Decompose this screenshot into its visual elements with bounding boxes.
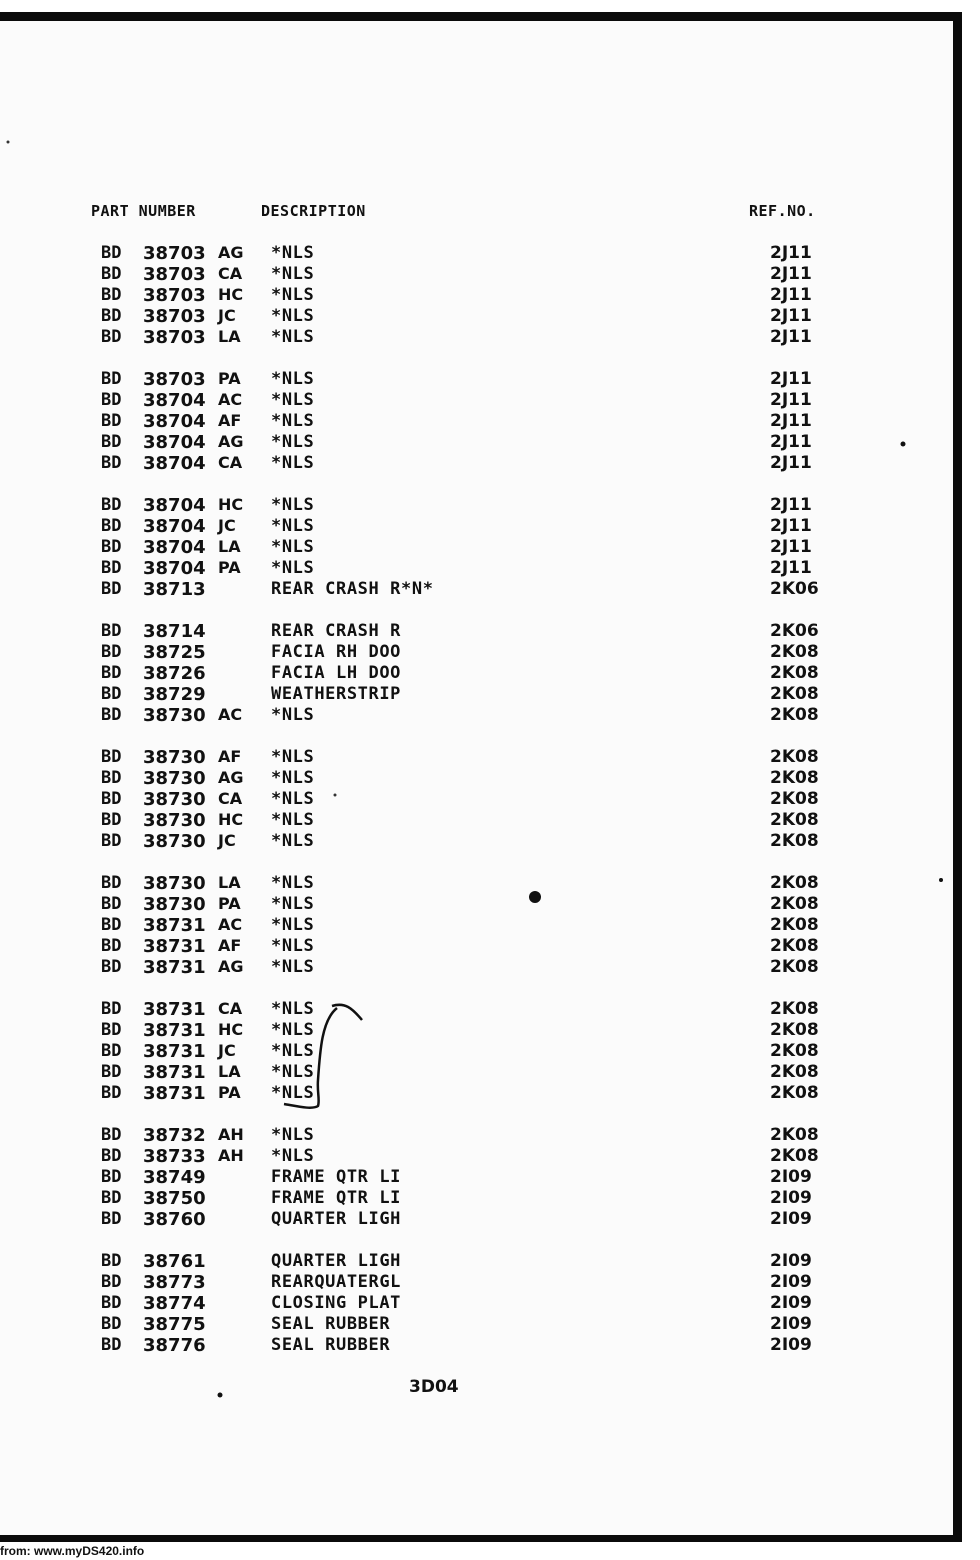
part-suffix: HC: [218, 810, 244, 829]
part-number: 38704: [143, 453, 206, 474]
part-number: 38703: [143, 243, 206, 264]
part-description: FACIA RH DOO: [271, 642, 402, 662]
part-number: 38730: [143, 747, 206, 768]
part-suffix: AF: [218, 747, 242, 766]
part-number: 38731: [143, 999, 206, 1020]
part-prefix: BD: [101, 1041, 122, 1061]
ref-number: 2K08: [770, 936, 819, 956]
part-number: 38732: [143, 1125, 206, 1146]
part-number: 38703: [143, 327, 206, 348]
part-description: *NLS: [271, 369, 315, 389]
ref-number: 2J11: [770, 285, 812, 305]
ref-number: 2K08: [770, 873, 819, 893]
part-suffix: CA: [218, 453, 243, 472]
part-number: 38730: [143, 789, 206, 810]
part-description: *NLS: [271, 453, 315, 473]
part-description: *NLS: [271, 306, 315, 326]
ref-number: 2K08: [770, 1146, 819, 1166]
handwritten-bracket: [284, 1005, 362, 1108]
part-description: *NLS: [271, 537, 315, 557]
part-description: REARQUATERGL: [271, 1272, 402, 1292]
part-prefix: BD: [101, 936, 122, 956]
part-prefix: BD: [101, 1020, 122, 1040]
ref-number: 2J11: [770, 558, 812, 578]
part-suffix: JC: [218, 831, 236, 850]
part-number: 38704: [143, 411, 206, 432]
ref-number: 2J11: [770, 537, 812, 557]
part-prefix: BD: [101, 516, 122, 536]
part-number: 38714: [143, 621, 206, 642]
part-description: *NLS: [271, 327, 315, 347]
speck: [939, 878, 943, 882]
ref-number: 2I09: [770, 1272, 812, 1292]
part-description: *NLS: [271, 1020, 315, 1040]
part-suffix: JC: [218, 306, 236, 325]
part-suffix: AH: [218, 1146, 244, 1165]
ref-number: 2J11: [770, 453, 812, 473]
ref-number: 2J11: [770, 390, 812, 410]
part-description: *NLS: [271, 810, 315, 830]
ref-number: 2J11: [770, 432, 812, 452]
part-description: REAR CRASH R*N*: [271, 579, 434, 599]
header-description: DESCRIPTION: [261, 202, 366, 220]
part-prefix: BD: [101, 537, 122, 557]
ref-number: 2K08: [770, 642, 819, 662]
part-number: 38760: [143, 1209, 206, 1230]
ref-number: 2K08: [770, 663, 819, 683]
ref-number: 2K08: [770, 999, 819, 1019]
part-prefix: BD: [101, 663, 122, 683]
part-description: FRAME QTR LI: [271, 1188, 402, 1208]
source-credit: from: www.myDS420.info: [0, 1544, 145, 1558]
part-number: 38730: [143, 873, 206, 894]
ref-number: 2J11: [770, 243, 812, 263]
part-prefix: BD: [101, 747, 122, 767]
part-suffix: PA: [218, 1083, 241, 1102]
part-suffix: CA: [218, 789, 243, 808]
part-description: FRAME QTR LI: [271, 1167, 402, 1187]
ref-number: 2I09: [770, 1335, 812, 1355]
ref-number: 2K08: [770, 705, 819, 725]
part-prefix: BD: [101, 453, 122, 473]
part-prefix: BD: [101, 1062, 122, 1082]
part-number: 38730: [143, 831, 206, 852]
part-prefix: BD: [101, 495, 122, 515]
part-suffix: AG: [218, 432, 244, 451]
part-number: 38713: [143, 579, 206, 600]
part-description: *NLS: [271, 558, 315, 578]
part-suffix: HC: [218, 495, 244, 514]
part-prefix: BD: [101, 894, 122, 914]
ref-number: 2J11: [770, 369, 812, 389]
part-number: 38775: [143, 1314, 206, 1335]
part-prefix: BD: [101, 1335, 122, 1355]
part-description: REAR CRASH R: [271, 621, 402, 641]
part-prefix: BD: [101, 1209, 122, 1229]
part-suffix: AG: [218, 768, 244, 787]
part-prefix: BD: [101, 1083, 122, 1103]
part-suffix: LA: [218, 537, 241, 556]
part-suffix: HC: [218, 1020, 244, 1039]
part-number: 38776: [143, 1335, 206, 1356]
part-suffix: CA: [218, 264, 243, 283]
part-prefix: BD: [101, 243, 122, 263]
part-prefix: BD: [101, 1188, 122, 1208]
part-description: *NLS: [271, 873, 315, 893]
part-number: 38731: [143, 915, 206, 936]
part-prefix: BD: [101, 999, 122, 1019]
ref-number: 2K08: [770, 1020, 819, 1040]
part-prefix: BD: [101, 432, 122, 452]
part-number: 38761: [143, 1251, 206, 1272]
part-prefix: BD: [101, 789, 122, 809]
ref-number: 2K08: [770, 1041, 819, 1061]
part-suffix: LA: [218, 327, 241, 346]
part-suffix: JC: [218, 1041, 236, 1060]
part-suffix: PA: [218, 369, 241, 388]
speck: [901, 442, 906, 447]
ref-number: 2K08: [770, 894, 819, 914]
part-number: 38731: [143, 957, 206, 978]
part-description: *NLS: [271, 516, 315, 536]
part-description: QUARTER LIGH: [271, 1251, 402, 1271]
part-number: 38704: [143, 390, 206, 411]
part-number: 38704: [143, 558, 206, 579]
part-description: *NLS: [271, 705, 315, 725]
part-number: 38733: [143, 1146, 206, 1167]
part-prefix: BD: [101, 306, 122, 326]
part-number: 38731: [143, 1020, 206, 1041]
part-number: 38749: [143, 1167, 206, 1188]
part-prefix: BD: [101, 810, 122, 830]
part-prefix: BD: [101, 558, 122, 578]
ref-number: 2K08: [770, 1125, 819, 1145]
part-suffix: JC: [218, 516, 236, 535]
ref-number: 2I09: [770, 1209, 812, 1229]
ref-number: 2J11: [770, 516, 812, 536]
part-number: 38730: [143, 705, 206, 726]
part-suffix: AG: [218, 243, 244, 262]
ref-number: 2I09: [770, 1293, 812, 1313]
part-number: 38773: [143, 1272, 206, 1293]
part-number: 38729: [143, 684, 206, 705]
ref-number: 2K08: [770, 684, 819, 704]
ref-number: 2K06: [770, 621, 819, 641]
part-suffix: AC: [218, 915, 243, 934]
part-description: *NLS: [271, 432, 315, 452]
part-number: 38704: [143, 516, 206, 537]
part-description: *NLS: [271, 1041, 315, 1061]
part-prefix: BD: [101, 915, 122, 935]
speck: [218, 1393, 223, 1398]
part-suffix: AF: [218, 411, 242, 430]
part-prefix: BD: [101, 327, 122, 347]
part-prefix: BD: [101, 285, 122, 305]
part-prefix: BD: [101, 1272, 122, 1292]
ref-number: 2K08: [770, 915, 819, 935]
part-number: 38704: [143, 537, 206, 558]
ref-number: 2K08: [770, 789, 819, 809]
part-suffix: AH: [218, 1125, 244, 1144]
part-prefix: BD: [101, 684, 122, 704]
part-number: 38730: [143, 894, 206, 915]
ref-number: 2K08: [770, 768, 819, 788]
part-description: *NLS: [271, 915, 315, 935]
ref-number: 2K08: [770, 1083, 819, 1103]
page-code: 3D04: [409, 1377, 459, 1397]
ref-number: 2J11: [770, 495, 812, 515]
part-description: *NLS: [271, 768, 315, 788]
part-prefix: BD: [101, 957, 122, 977]
part-description: WEATHERSTRIP: [271, 684, 402, 704]
part-suffix: AC: [218, 705, 243, 724]
speck: [334, 794, 337, 797]
part-description: FACIA LH DOO: [271, 663, 402, 683]
ref-number: 2I09: [770, 1251, 812, 1271]
part-prefix: BD: [101, 1293, 122, 1313]
part-suffix: HC: [218, 285, 244, 304]
part-number: 38730: [143, 768, 206, 789]
speck: [7, 141, 10, 144]
part-description: *NLS: [271, 264, 315, 284]
part-prefix: BD: [101, 642, 122, 662]
part-suffix: AG: [218, 957, 244, 976]
part-prefix: BD: [101, 1146, 122, 1166]
part-number: 38726: [143, 663, 206, 684]
ref-number: 2I09: [770, 1188, 812, 1208]
part-description: *NLS: [271, 789, 315, 809]
part-suffix: CA: [218, 999, 243, 1018]
part-prefix: BD: [101, 1167, 122, 1187]
part-suffix: LA: [218, 873, 241, 892]
ref-number: 2K08: [770, 747, 819, 767]
part-number: 38704: [143, 495, 206, 516]
part-description: *NLS: [271, 1125, 315, 1145]
part-prefix: BD: [101, 873, 122, 893]
part-description: *NLS: [271, 936, 315, 956]
ink-blot: [529, 891, 541, 903]
ref-number: 2J11: [770, 264, 812, 284]
part-prefix: BD: [101, 579, 122, 599]
part-prefix: BD: [101, 831, 122, 851]
ref-number: 2K08: [770, 810, 819, 830]
part-description: *NLS: [271, 495, 315, 515]
part-description: *NLS: [271, 999, 315, 1019]
part-prefix: BD: [101, 411, 122, 431]
part-description: *NLS: [271, 831, 315, 851]
part-description: SEAL RUBBER: [271, 1314, 391, 1334]
part-description: *NLS: [271, 1146, 315, 1166]
part-number: 38730: [143, 810, 206, 831]
ref-number: 2K08: [770, 1062, 819, 1082]
part-suffix: LA: [218, 1062, 241, 1081]
part-prefix: BD: [101, 1314, 122, 1334]
part-description: *NLS: [271, 957, 315, 977]
part-description: CLOSING PLAT: [271, 1293, 402, 1313]
part-number: 38774: [143, 1293, 206, 1314]
part-number: 38731: [143, 1041, 206, 1062]
part-description: *NLS: [271, 1062, 315, 1082]
part-prefix: BD: [101, 1125, 122, 1145]
part-suffix: AC: [218, 390, 243, 409]
ref-number: 2I09: [770, 1314, 812, 1334]
part-number: 38703: [143, 264, 206, 285]
part-number: 38703: [143, 285, 206, 306]
part-prefix: BD: [101, 264, 122, 284]
part-number: 38725: [143, 642, 206, 663]
header-ref-no: REF.NO.: [749, 202, 816, 220]
part-prefix: BD: [101, 1251, 122, 1271]
part-number: 38731: [143, 936, 206, 957]
part-description: *NLS: [271, 894, 315, 914]
part-prefix: BD: [101, 705, 122, 725]
ref-number: 2J11: [770, 306, 812, 326]
header-part-number: PART NUMBER: [91, 202, 196, 220]
part-description: *NLS: [271, 390, 315, 410]
part-description: *NLS: [271, 1083, 315, 1103]
part-prefix: BD: [101, 390, 122, 410]
part-number: 38731: [143, 1083, 206, 1104]
part-description: *NLS: [271, 411, 315, 431]
part-description: QUARTER LIGH: [271, 1209, 402, 1229]
ref-number: 2I09: [770, 1167, 812, 1187]
part-prefix: BD: [101, 369, 122, 389]
part-description: *NLS: [271, 243, 315, 263]
part-suffix: PA: [218, 558, 241, 577]
part-number: 38750: [143, 1188, 206, 1209]
part-number: 38703: [143, 369, 206, 390]
ref-number: 2J11: [770, 411, 812, 431]
part-description: SEAL RUBBER: [271, 1335, 391, 1355]
part-number: 38703: [143, 306, 206, 327]
ref-number: 2K08: [770, 831, 819, 851]
part-description: *NLS: [271, 747, 315, 767]
ref-number: 2K06: [770, 579, 819, 599]
part-number: 38731: [143, 1062, 206, 1083]
ref-number: 2K08: [770, 957, 819, 977]
ref-number: 2J11: [770, 327, 812, 347]
part-prefix: BD: [101, 768, 122, 788]
part-suffix: AF: [218, 936, 242, 955]
part-number: 38704: [143, 432, 206, 453]
part-prefix: BD: [101, 621, 122, 641]
part-suffix: PA: [218, 894, 241, 913]
part-description: *NLS: [271, 285, 315, 305]
